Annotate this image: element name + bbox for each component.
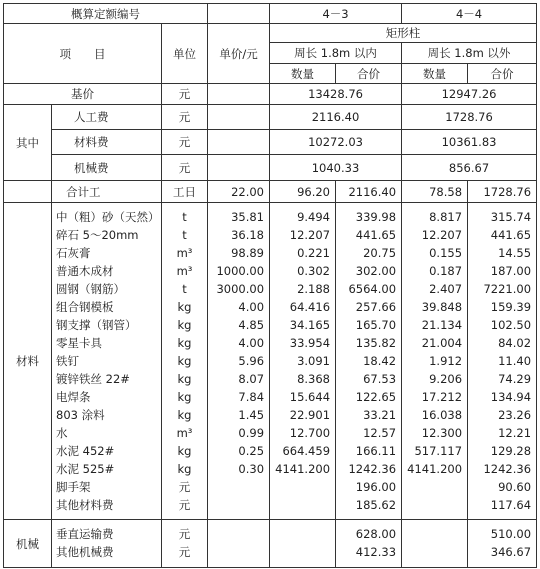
material-qty-a-item: 22.901 bbox=[289, 408, 331, 422]
material-qty-b-item: 17.212 bbox=[421, 390, 463, 404]
labor-cost-a: 2116.40 bbox=[270, 105, 402, 130]
material-total-b-item: 441.65 bbox=[490, 228, 532, 242]
material-price-item: 3000.00 bbox=[216, 282, 265, 296]
material-name-item: 脚手架 bbox=[56, 480, 91, 494]
labor-total-total-a: 2116.40 bbox=[336, 181, 402, 203]
qty-label-b: 数量 bbox=[402, 64, 468, 84]
machinery-cost-price-blank bbox=[208, 155, 270, 181]
material-name-item: 中（粗）砂（天然） bbox=[56, 210, 160, 224]
material-qty-a-item: 34.165 bbox=[289, 318, 331, 332]
labor-total-total-b: 1728.76 bbox=[468, 181, 537, 203]
material-qty-b-item: 39.848 bbox=[421, 300, 463, 314]
material-name-item: 组合钢模板 bbox=[56, 300, 114, 314]
material-total-a-item: 339.98 bbox=[355, 210, 397, 224]
material-qty-b-item bbox=[402, 478, 467, 496]
machinery-cost-b: 856.67 bbox=[402, 155, 537, 181]
material-name-item: 水泥 452# bbox=[56, 444, 115, 458]
material-price-item: 8.07 bbox=[238, 372, 265, 386]
material-qty-a-item: 4141.200 bbox=[275, 462, 331, 476]
base-value-a: 13428.76 bbox=[270, 84, 402, 105]
material-name-list bbox=[52, 208, 161, 514]
material-name-item: 钢支撑（钢管） bbox=[56, 318, 137, 332]
machinery-block bbox=[4, 520, 537, 568]
code-label: 概算定额编号 bbox=[4, 4, 208, 24]
material-total-b-item: 23.26 bbox=[498, 408, 532, 422]
material-unit-item: kg bbox=[177, 372, 192, 386]
labor-cost-b: 1728.76 bbox=[402, 105, 537, 130]
qizhong-label: 其中 bbox=[4, 105, 52, 181]
material-qty-a-item: 12.207 bbox=[289, 228, 331, 242]
material-qty-a-item bbox=[270, 496, 335, 514]
machinery-total-b-list bbox=[468, 525, 536, 561]
base-price-row bbox=[4, 84, 537, 105]
material-qty-a-item: 3.091 bbox=[297, 354, 331, 368]
material-total-b-item: 12.21 bbox=[498, 426, 532, 440]
machinery-qty-b-blank bbox=[402, 520, 468, 568]
material-total-b-list bbox=[468, 208, 536, 514]
material-name-item: 圆钢（钢筋） bbox=[56, 282, 125, 296]
material-price-item: 0.25 bbox=[238, 444, 265, 458]
labor-total-unit: 工日 bbox=[162, 181, 208, 203]
material-unit-item: t bbox=[182, 228, 187, 242]
material-qty-a-item: 9.494 bbox=[297, 210, 331, 224]
material-unit-item: kg bbox=[177, 336, 192, 350]
material-qty-b-item: 2.407 bbox=[429, 282, 463, 296]
material-price-list bbox=[208, 208, 269, 514]
material-cost-row bbox=[4, 130, 537, 155]
machinery-group-label: 机械 bbox=[4, 520, 52, 568]
material-cost-name: 材料费 bbox=[52, 130, 162, 155]
materials-block bbox=[4, 203, 537, 520]
material-qty-b-item: 4141.200 bbox=[407, 462, 463, 476]
material-qty-a-item: 0.302 bbox=[297, 264, 331, 278]
labor-total-price: 22.00 bbox=[208, 181, 270, 203]
material-price-item bbox=[208, 496, 269, 514]
material-name-item: 零星卡具 bbox=[56, 336, 102, 350]
material-total-a-list bbox=[336, 208, 401, 514]
material-qty-b-item: 1.912 bbox=[429, 354, 463, 368]
material-qty-a-item: 15.644 bbox=[289, 390, 331, 404]
material-price-item: 5.96 bbox=[238, 354, 265, 368]
machinery-total-a-item: 628.00 bbox=[355, 527, 397, 541]
category-label: 矩形柱 bbox=[270, 24, 537, 43]
header-category-row bbox=[4, 24, 537, 43]
material-price-item: 36.18 bbox=[231, 228, 265, 242]
material-name-item: 镀锌铁丝 22# bbox=[56, 372, 130, 386]
material-qty-b-item: 21.004 bbox=[421, 336, 463, 350]
machinery-cost-name: 机械费 bbox=[52, 155, 162, 181]
material-price-item: 4.85 bbox=[238, 318, 265, 332]
labor-total-name: 合计工 bbox=[52, 181, 162, 203]
material-qty-b-item bbox=[402, 496, 467, 514]
machinery-cost-a: 1040.33 bbox=[270, 155, 402, 181]
material-price-item: 4.00 bbox=[238, 336, 265, 350]
material-qty-a-item: 12.700 bbox=[289, 426, 331, 440]
machinery-unit-list bbox=[162, 525, 207, 561]
material-name-item: 石灰膏 bbox=[56, 246, 91, 260]
material-total-a-item: 441.65 bbox=[355, 228, 397, 242]
material-qty-a-item: 33.954 bbox=[289, 336, 331, 350]
material-cost-b: 10361.83 bbox=[402, 130, 537, 155]
material-total-b-item: 74.29 bbox=[498, 372, 532, 386]
material-name-item: 碎石 5～20mm bbox=[56, 228, 139, 242]
labor-cost-unit: 元 bbox=[162, 105, 208, 130]
material-price-item: 4.00 bbox=[238, 300, 265, 314]
material-unit-item: m³ bbox=[176, 246, 193, 260]
material-qty-a-item: 664.459 bbox=[282, 444, 331, 458]
material-name-item: 电焊条 bbox=[56, 390, 91, 404]
machinery-name-item: 其他机械费 bbox=[56, 545, 114, 559]
material-price-item bbox=[208, 478, 269, 496]
material-qty-b-item: 8.817 bbox=[429, 210, 463, 224]
material-total-a-item: 20.75 bbox=[363, 246, 397, 260]
material-cost-a: 10272.03 bbox=[270, 130, 402, 155]
code-a: 4－3 bbox=[270, 4, 402, 24]
material-total-b-item: 187.00 bbox=[490, 264, 532, 278]
material-qty-a-item: 0.221 bbox=[297, 246, 331, 260]
material-total-b-item: 14.55 bbox=[498, 246, 532, 260]
labor-cost-price-blank bbox=[208, 105, 270, 130]
machinery-cost-row bbox=[4, 155, 537, 181]
material-total-b-item: 102.50 bbox=[490, 318, 532, 332]
material-total-a-item: 1242.36 bbox=[348, 462, 397, 476]
material-total-b-item: 84.02 bbox=[498, 336, 532, 350]
material-total-a-item: 122.65 bbox=[355, 390, 397, 404]
material-unit-item: m³ bbox=[176, 264, 193, 278]
material-total-b-item: 129.28 bbox=[490, 444, 532, 458]
material-name-item: 803 涂料 bbox=[56, 408, 105, 422]
material-name-item: 水 bbox=[56, 426, 68, 440]
machinery-name-list bbox=[52, 525, 161, 561]
material-unit-item: kg bbox=[177, 444, 192, 458]
material-unit-item: t bbox=[182, 210, 187, 224]
material-qty-b-item: 517.117 bbox=[414, 444, 463, 458]
header-code-row bbox=[4, 4, 537, 24]
material-total-a-item: 135.82 bbox=[355, 336, 397, 350]
base-value-b: 12947.26 bbox=[402, 84, 537, 105]
labor-total-group-blank bbox=[4, 181, 52, 203]
labor-total-qty-b: 78.58 bbox=[402, 181, 468, 203]
material-total-b-item: 159.39 bbox=[490, 300, 532, 314]
code-blank-cell bbox=[208, 4, 270, 24]
material-name-item: 铁钉 bbox=[56, 354, 79, 368]
material-total-a-item: 33.21 bbox=[363, 408, 397, 422]
material-unit-item: 元 bbox=[178, 498, 191, 512]
material-cost-unit: 元 bbox=[162, 130, 208, 155]
material-total-a-item: 6564.00 bbox=[348, 282, 397, 296]
material-unit-list bbox=[162, 208, 207, 514]
unit-label: 单位 bbox=[162, 24, 208, 84]
variant-b: 周长 1.8m 以外 bbox=[402, 43, 537, 64]
material-name-item: 其他材料费 bbox=[56, 498, 114, 512]
machinery-total-b-item: 510.00 bbox=[490, 527, 532, 541]
material-unit-item: kg bbox=[177, 300, 192, 314]
price-label: 单价/元 bbox=[208, 24, 270, 84]
material-price-item: 98.89 bbox=[231, 246, 265, 260]
labor-cost-name: 人工费 bbox=[52, 105, 162, 130]
material-cost-price-blank bbox=[208, 130, 270, 155]
material-unit-item: kg bbox=[177, 408, 192, 422]
material-qty-a-item: 64.416 bbox=[289, 300, 331, 314]
material-total-b-item: 134.94 bbox=[490, 390, 532, 404]
material-total-b-item: 90.60 bbox=[498, 480, 532, 494]
material-unit-item: kg bbox=[177, 354, 192, 368]
total-label-a: 合价 bbox=[336, 64, 402, 84]
material-qty-a-item bbox=[270, 478, 335, 496]
material-unit-item: kg bbox=[177, 462, 192, 476]
machinery-total-b-item: 346.67 bbox=[490, 545, 532, 559]
material-qty-b-item: 9.206 bbox=[429, 372, 463, 386]
material-qty-b-item: 12.207 bbox=[421, 228, 463, 242]
qty-label-a: 数量 bbox=[270, 64, 336, 84]
material-qty-a-item: 8.368 bbox=[297, 372, 331, 386]
material-price-item: 0.99 bbox=[238, 426, 265, 440]
material-price-item: 1000.00 bbox=[216, 264, 265, 278]
material-total-a-item: 18.42 bbox=[363, 354, 397, 368]
material-qty-b-item: 12.300 bbox=[421, 426, 463, 440]
quota-table bbox=[3, 3, 537, 568]
machinery-qty-a-blank bbox=[270, 520, 336, 568]
material-name-item: 水泥 525# bbox=[56, 462, 115, 476]
labor-total-qty-a: 96.20 bbox=[270, 181, 336, 203]
material-qty-b-list bbox=[402, 208, 467, 514]
machinery-name-item: 垂直运输费 bbox=[56, 527, 114, 541]
machinery-unit-item: 元 bbox=[178, 545, 191, 559]
material-total-b-item: 11.40 bbox=[498, 354, 532, 368]
material-unit-item: t bbox=[182, 282, 187, 296]
material-unit-item: kg bbox=[177, 318, 192, 332]
machinery-unit-item: 元 bbox=[178, 527, 191, 541]
material-name-item: 普通木成材 bbox=[56, 264, 114, 278]
material-qty-b-item: 0.155 bbox=[429, 246, 463, 260]
material-price-item: 1.45 bbox=[238, 408, 265, 422]
material-unit-item: kg bbox=[177, 390, 192, 404]
material-price-item: 7.84 bbox=[238, 390, 265, 404]
material-total-a-item: 165.70 bbox=[355, 318, 397, 332]
material-price-item: 0.30 bbox=[238, 462, 265, 476]
material-total-b-item: 1242.36 bbox=[483, 462, 532, 476]
material-total-a-item: 12.57 bbox=[363, 426, 397, 440]
material-total-a-item: 166.11 bbox=[355, 444, 397, 458]
machinery-cost-unit: 元 bbox=[162, 155, 208, 181]
material-total-b-item: 7221.00 bbox=[483, 282, 532, 296]
material-total-a-item: 257.66 bbox=[355, 300, 397, 314]
material-price-item: 35.81 bbox=[231, 210, 265, 224]
material-qty-b-item: 21.134 bbox=[421, 318, 463, 332]
item-label: 项 目 bbox=[4, 24, 162, 84]
machinery-price-blank bbox=[208, 520, 270, 568]
material-qty-a-list bbox=[270, 208, 335, 514]
material-total-a-item: 196.00 bbox=[355, 480, 397, 494]
material-unit-item: m³ bbox=[176, 426, 193, 440]
material-unit-item: 元 bbox=[178, 480, 191, 494]
materials-group-label: 材料 bbox=[4, 203, 52, 520]
material-qty-a-item: 2.188 bbox=[297, 282, 331, 296]
material-total-a-item: 67.53 bbox=[363, 372, 397, 386]
code-b: 4－4 bbox=[402, 4, 537, 24]
material-total-a-item: 302.00 bbox=[355, 264, 397, 278]
material-total-b-item: 315.74 bbox=[490, 210, 532, 224]
machinery-total-a-list bbox=[336, 525, 401, 561]
labor-cost-row bbox=[4, 105, 537, 130]
base-label: 基价 bbox=[4, 84, 162, 105]
base-price-blank bbox=[208, 84, 270, 105]
variant-a: 周长 1.8m 以内 bbox=[270, 43, 402, 64]
material-total-b-item: 117.64 bbox=[490, 498, 532, 512]
material-qty-b-item: 16.038 bbox=[421, 408, 463, 422]
machinery-total-a-item: 412.33 bbox=[355, 545, 397, 559]
base-unit: 元 bbox=[162, 84, 208, 105]
total-label-b: 合价 bbox=[468, 64, 537, 84]
material-qty-b-item: 0.187 bbox=[429, 264, 463, 278]
material-total-a-item: 185.62 bbox=[355, 498, 397, 512]
labor-total-row bbox=[4, 181, 537, 203]
